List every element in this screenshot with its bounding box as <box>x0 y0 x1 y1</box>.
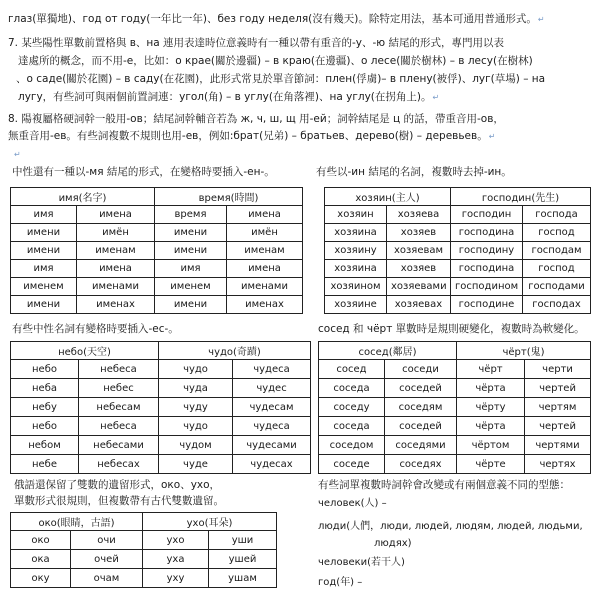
table-row <box>319 360 591 379</box>
table-cell: господина <box>451 224 523 242</box>
table-cell: господами <box>523 278 591 296</box>
table-cell: имён <box>227 224 303 242</box>
table-cell: именам <box>77 242 155 260</box>
table-cell: небеса <box>79 360 159 379</box>
table-cell: чудо <box>159 417 233 436</box>
table-row <box>325 224 591 242</box>
table-cell: соседа <box>319 417 385 436</box>
table-row <box>319 398 591 417</box>
table-cell: небе <box>11 455 79 474</box>
table-cell: ушей <box>209 550 277 569</box>
table-row <box>325 242 591 260</box>
table-cell: чудесами <box>233 436 311 455</box>
table-cell: хозяев <box>387 224 451 242</box>
table-cell: чудом <box>159 436 233 455</box>
table-sosed <box>318 341 591 474</box>
table-header: ухо(耳朵) <box>143 513 277 531</box>
table-cell: уху <box>143 569 209 588</box>
table-cell: око <box>11 531 71 550</box>
table-cell: очам <box>71 569 143 588</box>
table-cell: чудесам <box>233 398 311 417</box>
table-cell: имени <box>11 224 77 242</box>
table-cell: небом <box>11 436 79 455</box>
table-cell: имя <box>155 260 227 278</box>
table-cell: соседу <box>319 398 385 417</box>
table-cell: именах <box>227 296 303 314</box>
table-row <box>11 260 303 278</box>
table-row <box>11 278 303 296</box>
table-cell: хозяином <box>325 278 387 296</box>
table-header: чудо(奇蹟) <box>159 342 311 360</box>
label-dual-1: 俄語還保留了雙數的遺留形式，око、ухо， <box>14 479 221 491</box>
paragraph-mark-icon: ↵ <box>537 15 545 24</box>
table-cell: соседей <box>385 417 457 436</box>
table-row <box>11 531 277 550</box>
table-cell: хозяев <box>387 260 451 278</box>
table-row <box>11 379 311 398</box>
table-row <box>11 360 311 379</box>
table-header: господин(先生) <box>451 188 591 206</box>
table-cell: чёрта <box>457 417 525 436</box>
table-cell: имени <box>11 296 77 314</box>
table-cell: чертей <box>525 379 591 398</box>
table-cell: соседе <box>319 455 385 474</box>
table-row <box>11 417 311 436</box>
table-cell: именами <box>77 278 155 296</box>
table-cell: небесам <box>79 398 159 417</box>
table-cell: имени <box>155 296 227 314</box>
text-line-5: лугу，有些詞可與兩個前置詞連：угол(角) – в углу(在角落裡)、на углу(在拐角上)。↵ <box>18 91 440 103</box>
table-row <box>325 278 591 296</box>
table-row <box>11 455 311 474</box>
text-line-1: глаз(單獨地)、год от году(一年比一年)、без году неделя(沒有幾天)。除特定用法，基本可通用普通形式。↵ <box>8 13 545 25</box>
table-header: сосед(鄰居) <box>319 342 457 360</box>
table-cell: чудес <box>233 379 311 398</box>
table-cell: именам <box>227 242 303 260</box>
table-cell: чёртом <box>457 436 525 455</box>
table-cell: имена <box>227 206 303 224</box>
table-cell: чуду <box>159 398 233 417</box>
label-neuter-mya: 中性還有一種以-мя 結尾的形式，在變格時要插入-ен-。 <box>12 166 275 178</box>
table-cell: имени <box>11 242 77 260</box>
table-cell: уши <box>209 531 277 550</box>
table-cell: небесами <box>79 436 159 455</box>
table-cell: имена <box>77 206 155 224</box>
table-cell: хозяева <box>387 206 451 224</box>
table-cell: господам <box>523 242 591 260</box>
table-cell: именем <box>155 278 227 296</box>
table-cell: хозяине <box>325 296 387 314</box>
table-header: время(時間) <box>155 188 303 206</box>
table-cell: господине <box>451 296 523 314</box>
table-cell: хозяевам <box>387 242 451 260</box>
table-cell: ухо <box>143 531 209 550</box>
table-in <box>324 187 591 314</box>
table-cell: небо <box>11 417 79 436</box>
label-in: 有些以-ин 結尾的名詞，複數時去掉-ин。 <box>316 166 512 178</box>
table-cell: соседей <box>385 379 457 398</box>
table-cell: имя <box>11 206 77 224</box>
table-header: хозяин(主人) <box>325 188 451 206</box>
label-es: 有些中性名詞有變格時要插入-ес-。 <box>12 323 179 335</box>
table-cell: чертям <box>525 398 591 417</box>
table-row <box>11 398 311 417</box>
table-header: око(眼睛，古語) <box>11 513 143 531</box>
table-cell: чёрту <box>457 398 525 417</box>
table-cell: имя <box>11 260 77 278</box>
list-item: людях) <box>374 538 412 549</box>
table-row <box>325 206 591 224</box>
table-cell: небесах <box>79 455 159 474</box>
table-cell: чуда <box>159 379 233 398</box>
table-cell: неба <box>11 379 79 398</box>
text-line-3: 達處所的概念，而不用-е，比如：о крае(關於邊疆) – в краю(在邊疆)、о лесе(關於樹林) – в лесу(在樹林) <box>18 55 533 67</box>
table-cell: именах <box>77 296 155 314</box>
table-cell: ушам <box>209 569 277 588</box>
table-cell: чудо <box>159 360 233 379</box>
text-line-7: 無重音用-ев。有些詞複數不規則也用-ев，例如:брат(兄弟) – братьев、дерево(樹) – деревьев。↵ <box>8 130 496 142</box>
table-cell: хозяину <box>325 242 387 260</box>
table-row <box>11 224 303 242</box>
table-row <box>319 379 591 398</box>
table-cell: уха <box>143 550 209 569</box>
table-row <box>319 455 591 474</box>
table-cell: чёрте <box>457 455 525 474</box>
table-row <box>325 260 591 278</box>
table-row <box>11 242 303 260</box>
table-cell: черти <box>525 360 591 379</box>
table-cell: имена <box>227 260 303 278</box>
table-cell: именами <box>227 278 303 296</box>
table-cell: чудеса <box>233 417 311 436</box>
table-row <box>11 550 277 569</box>
table-cell: чертей <box>525 417 591 436</box>
table-cell: имени <box>155 224 227 242</box>
table-cell: оку <box>11 569 71 588</box>
table-cell: чертях <box>525 455 591 474</box>
table-row <box>319 436 591 455</box>
table-cell: господина <box>451 260 523 278</box>
table-cell: господину <box>451 242 523 260</box>
table-cell: господ <box>523 224 591 242</box>
table-cell: господах <box>523 296 591 314</box>
table-cell: хозяина <box>325 260 387 278</box>
table-mya <box>10 187 303 314</box>
table-cell: господа <box>523 206 591 224</box>
table-cell: очи <box>71 531 143 550</box>
table-cell: имена <box>77 260 155 278</box>
text-line-2: 7. 某些陽性單數前置格與 в、на 連用表達時位意義時有一種以帶有重音的-у、-ю 結尾的形式，專門用以表 <box>8 37 504 49</box>
table-cell: хозяевах <box>387 296 451 314</box>
table-cell: чёрта <box>457 379 525 398</box>
table-cell: чёрт <box>457 360 525 379</box>
table-cell: соседа <box>319 379 385 398</box>
table-cell: имён <box>77 224 155 242</box>
list-item: люди(人們，люди, людей, людям, людей, людьми, <box>318 521 583 532</box>
table-header: небо(天空) <box>11 342 159 360</box>
table-cell: чудеса <box>233 360 311 379</box>
table-cell: соседом <box>319 436 385 455</box>
table-cell: господ <box>523 260 591 278</box>
table-cell: небес <box>79 379 159 398</box>
text-line-4: 、о саде(關於花園) – в саду(在花園)，此形式常見於單音節詞：плен(俘虜)– в плену(被俘)、луг(草場) – на <box>16 73 546 85</box>
table-row <box>325 296 591 314</box>
table-cell: время <box>155 206 227 224</box>
table-cell: ока <box>11 550 71 569</box>
table-cell: хозяевами <box>387 278 451 296</box>
table-row <box>11 206 303 224</box>
table-cell: чудесах <box>233 455 311 474</box>
empty-paragraph-mark-icon: ↵ <box>14 150 21 159</box>
table-row <box>11 436 311 455</box>
table-row <box>11 296 303 314</box>
table-header: имя(名字) <box>11 188 155 206</box>
table-cell: господин <box>451 206 523 224</box>
table-row <box>319 417 591 436</box>
text-line-6: 8. 陽複屬格硬詞幹一般用-ов；結尾詞幹輔音若為 ж, ч, ш, щ 用-ей；詞幹結尾是 ц 的話，帶重音用-ов， <box>8 113 504 125</box>
paragraph-mark-icon: ↵ <box>488 132 496 141</box>
table-cell: господином <box>451 278 523 296</box>
table-cell: имени <box>155 242 227 260</box>
table-es <box>10 341 311 474</box>
table-cell: небо <box>11 360 79 379</box>
table-cell: сосед <box>319 360 385 379</box>
label-dual-2: 單數形式很規則，但複數帶有古代雙數遺留。 <box>14 495 224 507</box>
table-oko <box>10 512 277 588</box>
table-cell: небеса <box>79 417 159 436</box>
chelovek-word-list <box>318 494 583 593</box>
table-cell: небу <box>11 398 79 417</box>
table-header: чёрт(鬼) <box>457 342 591 360</box>
table-cell: чертями <box>525 436 591 455</box>
list-item: год(年) – <box>318 577 363 588</box>
table-cell: соседях <box>385 455 457 474</box>
label-chelovek: 有些詞單複數時詞幹會改變或有兩個意義不同的型態： <box>318 479 570 491</box>
table-cell: чуде <box>159 455 233 474</box>
label-sosed: сосед 和 чёрт 單數時是規則硬變化，複數時為軟變化。 <box>318 323 585 335</box>
table-cell: хозяин <box>325 206 387 224</box>
table-cell: очей <box>71 550 143 569</box>
table-cell: соседями <box>385 436 457 455</box>
table-cell: хозяина <box>325 224 387 242</box>
paragraph-mark-icon: ↵ <box>432 93 440 102</box>
list-item: человек(人) – <box>318 498 387 509</box>
table-cell: соседям <box>385 398 457 417</box>
table-cell: соседи <box>385 360 457 379</box>
table-cell: именем <box>11 278 77 296</box>
list-item: человеки(若干人) <box>318 557 405 568</box>
